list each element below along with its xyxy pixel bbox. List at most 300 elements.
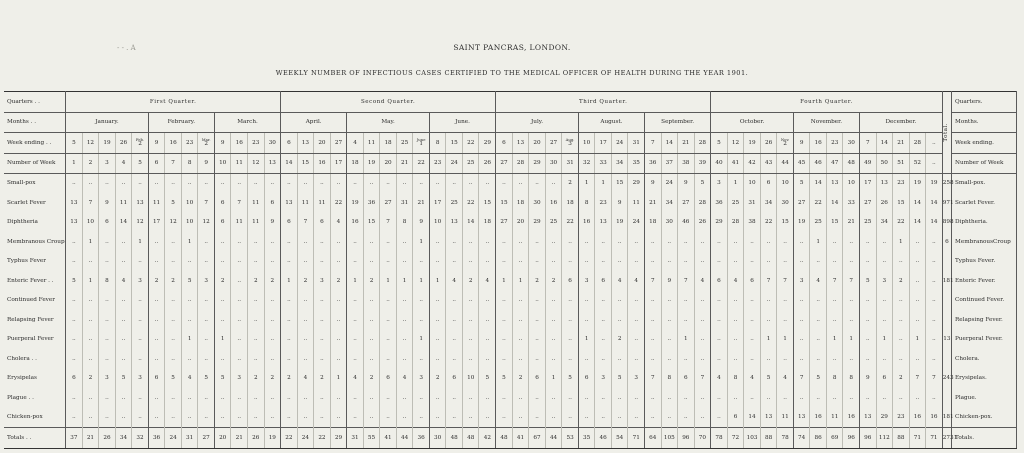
case-count-cell: .. [462, 310, 479, 330]
case-count-cell: .. [297, 388, 314, 408]
case-count-cell: .. [148, 232, 165, 252]
case-count-cell: .. [479, 252, 496, 272]
case-count-cell: 17 [429, 193, 446, 213]
disease-total [942, 349, 951, 369]
case-count-cell: .. [711, 388, 728, 408]
week-number-cell: 52 [909, 153, 926, 173]
quarter-header: Fourth Quarter. [711, 92, 943, 113]
case-count-cell: 30 [529, 193, 546, 213]
case-count-cell: .. [148, 173, 165, 193]
case-count-cell: .. [314, 252, 331, 272]
case-count-cell: 1 [82, 271, 99, 291]
case-count-cell: 5 [860, 271, 877, 291]
case-count-cell: 7 [760, 271, 777, 291]
week-ending-cell [826, 133, 843, 154]
disease-name-right: Continued Fever. [952, 291, 1017, 311]
case-count-cell: .. [347, 232, 364, 252]
weekly-total-cell: 71 [628, 428, 645, 449]
case-count-cell: 5 [214, 369, 231, 389]
week-ending-cell [181, 133, 198, 154]
case-count-cell: 2 [611, 330, 628, 350]
case-count-cell: .. [843, 388, 860, 408]
grand-total: 2731 [942, 428, 951, 449]
case-count-cell: .. [214, 252, 231, 272]
week-ending-day: 17 [599, 139, 607, 146]
case-count-cell: .. [529, 173, 546, 193]
case-count-cell: .. [860, 388, 877, 408]
case-count-cell: .. [165, 349, 182, 369]
case-count-cell: 6 [446, 369, 463, 389]
weekly-total-cell: 86 [810, 428, 827, 449]
case-count-cell: .. [678, 408, 695, 428]
case-count-cell: 3 [314, 271, 331, 291]
case-count-cell: .. [611, 310, 628, 330]
weekly-total-cell: 72 [727, 428, 744, 449]
case-count-cell: .. [826, 252, 843, 272]
case-count-cell: .. [181, 349, 198, 369]
week-ending-cell [99, 133, 116, 154]
case-count-cell: .. [165, 252, 182, 272]
case-count-cell: .. [661, 388, 678, 408]
disease-name-right: Enteric Fever. [952, 271, 1017, 291]
case-count-cell: 5 [115, 369, 132, 389]
case-count-cell: .. [744, 388, 761, 408]
case-count-cell: 38 [744, 213, 761, 233]
case-count-cell: 36 [363, 193, 380, 213]
case-count-cell: .. [380, 388, 397, 408]
right-label-number-of-week: Number of Week [952, 153, 1017, 173]
case-count-cell: .. [496, 388, 513, 408]
case-count-cell: 10 [429, 213, 446, 233]
case-count-cell: .. [264, 388, 281, 408]
case-count-cell: .. [462, 349, 479, 369]
case-count-cell: 3 [413, 369, 430, 389]
case-count-cell: 6 [314, 213, 331, 233]
case-count-cell: .. [198, 173, 215, 193]
case-count-cell: 7 [231, 193, 248, 213]
case-count-cell: .. [115, 388, 132, 408]
case-count-cell: 19 [926, 173, 943, 193]
case-count-cell: .. [264, 408, 281, 428]
case-count-cell: 4 [810, 271, 827, 291]
case-count-cell: 12 [165, 213, 182, 233]
case-count-cell: .. [860, 310, 877, 330]
disease-name-right: Diphtheria. [952, 213, 1017, 233]
weekly-total-cell: 88 [760, 428, 777, 449]
case-count-cell: 17 [860, 173, 877, 193]
case-count-cell: .. [479, 349, 496, 369]
case-count-cell: 16 [909, 408, 926, 428]
week-number-cell: 34 [611, 153, 628, 173]
quarter-header: Second Quarter. [281, 92, 496, 113]
week-ending-day: 1 [419, 141, 423, 148]
week-ending-month: June [416, 137, 426, 143]
case-count-cell: .. [132, 252, 149, 272]
week-ending-day: 13 [301, 139, 310, 146]
case-count-cell: .. [479, 388, 496, 408]
week-ending-cell [115, 133, 132, 154]
case-count-cell: .. [694, 388, 711, 408]
case-count-cell: .. [876, 388, 893, 408]
weekly-total-cell: 55 [363, 428, 380, 449]
disease-row [4, 291, 1017, 311]
case-count-cell: 4 [777, 369, 794, 389]
case-count-cell: .. [132, 291, 149, 311]
case-count-cell: 1 [181, 232, 198, 252]
month-header: June. [429, 112, 495, 133]
case-count-cell: 11 [297, 193, 314, 213]
week-ending-day: 16 [169, 139, 177, 146]
case-count-cell: .. [512, 173, 529, 193]
case-count-cell: 4 [347, 369, 364, 389]
week-ending-day: 22 [467, 139, 475, 146]
case-count-cell: 16 [545, 193, 562, 213]
case-count-cell: 14 [810, 173, 827, 193]
case-count-cell: 26 [876, 193, 893, 213]
week-number-cell: 43 [760, 153, 777, 173]
week-number-cell: 5 [132, 153, 149, 173]
case-count-cell: .. [611, 252, 628, 272]
case-count-cell: .. [661, 408, 678, 428]
case-count-cell: .. [281, 388, 298, 408]
week-number-cell: 24 [446, 153, 463, 173]
week-ending-cell [462, 133, 479, 154]
week-ending-cell [363, 133, 380, 154]
case-count-cell: .. [644, 330, 661, 350]
case-count-cell: .. [115, 173, 132, 193]
week-ending-day: 6 [287, 139, 291, 146]
case-count-cell: .. [644, 232, 661, 252]
case-count-cell: .. [413, 310, 430, 330]
week-number-cell: 40 [711, 153, 728, 173]
case-count-cell: 8 [826, 369, 843, 389]
case-count-cell: 13 [860, 408, 877, 428]
weekly-total-cell: 96 [678, 428, 695, 449]
case-count-cell: .. [893, 310, 910, 330]
case-count-cell: .. [611, 349, 628, 369]
week-number-cell: 12 [247, 153, 264, 173]
case-count-cell: .. [512, 291, 529, 311]
case-count-cell: 7 [843, 271, 860, 291]
case-count-cell: .. [727, 330, 744, 350]
case-count-cell: .. [446, 232, 463, 252]
week-ending-cell [396, 133, 413, 154]
week-number-cell: 6 [148, 153, 165, 173]
case-count-cell: .. [876, 252, 893, 272]
case-count-cell: .. [413, 388, 430, 408]
case-count-cell: .. [363, 291, 380, 311]
case-count-cell: .. [396, 291, 413, 311]
case-count-cell: 1 [512, 271, 529, 291]
case-count-cell: 1 [380, 271, 397, 291]
weekly-total-cell: 103 [744, 428, 761, 449]
case-count-cell: .. [595, 349, 612, 369]
week-number-cell: 41 [727, 153, 744, 173]
case-count-cell: 34 [661, 193, 678, 213]
case-count-cell: 9 [644, 173, 661, 193]
case-count-cell: 1 [777, 330, 794, 350]
case-count-cell: 1 [578, 173, 595, 193]
week-ending-day: 3 [568, 141, 572, 148]
week-ending-day: 12 [86, 139, 95, 146]
case-count-cell: 9 [678, 173, 695, 193]
case-count-cell: .. [82, 330, 99, 350]
case-count-cell: .. [529, 349, 546, 369]
case-count-cell: 2 [247, 271, 264, 291]
case-count-cell: .. [446, 173, 463, 193]
case-count-cell: .. [330, 252, 347, 272]
case-count-cell: .. [231, 349, 248, 369]
case-count-cell: .. [231, 388, 248, 408]
case-count-cell: 27 [496, 213, 513, 233]
case-count-cell: .. [115, 408, 132, 428]
case-count-cell: .. [462, 173, 479, 193]
week-ending-cell [231, 133, 248, 154]
weekly-total-cell: 46 [595, 428, 612, 449]
case-count-cell: .. [347, 252, 364, 272]
case-count-cell: .. [826, 232, 843, 252]
case-count-cell: .. [198, 291, 215, 311]
quarter-header: Third Quarter. [496, 92, 711, 113]
case-count-cell: .. [926, 349, 943, 369]
case-count-cell: .. [512, 252, 529, 272]
month-header: November. [793, 112, 859, 133]
case-count-cell: 26 [694, 213, 711, 233]
case-count-cell: 1 [413, 232, 430, 252]
case-count-cell: .. [496, 291, 513, 311]
week-ending-day: 9 [799, 139, 804, 146]
case-count-cell: .. [429, 252, 446, 272]
weekly-total-cell: 21 [231, 428, 248, 449]
case-count-cell: .. [744, 330, 761, 350]
case-count-cell: .. [198, 408, 215, 428]
case-count-cell: 1 [909, 330, 926, 350]
case-count-cell: .. [479, 232, 496, 252]
case-count-cell: .. [396, 310, 413, 330]
case-count-cell: 16 [347, 213, 364, 233]
case-count-cell: 14 [926, 193, 943, 213]
case-count-cell: 1 [82, 232, 99, 252]
case-count-cell: 4 [115, 271, 132, 291]
case-count-cell: .. [264, 330, 281, 350]
case-count-cell: .. [562, 252, 579, 272]
disease-name: Small-pox [4, 173, 66, 193]
week-number-cell: 32 [578, 153, 595, 173]
case-count-cell: .. [644, 252, 661, 272]
week-number-cell: 9 [198, 153, 215, 173]
case-count-cell: 1 [347, 271, 364, 291]
case-count-cell: .. [479, 173, 496, 193]
case-count-cell: 6 [595, 271, 612, 291]
week-ending-cell [247, 133, 264, 154]
month-header: May. [347, 112, 430, 133]
week-ending-day: 16 [235, 139, 243, 146]
case-count-cell: .. [429, 291, 446, 311]
case-count-cell: 13 [281, 193, 298, 213]
case-count-cell: 2 [165, 271, 182, 291]
case-count-cell: .. [363, 330, 380, 350]
case-count-cell: 28 [727, 213, 744, 233]
case-count-cell: .. [909, 271, 926, 291]
week-number-cell: 46 [810, 153, 827, 173]
case-count-cell: 4 [694, 271, 711, 291]
case-count-cell: 23 [893, 408, 910, 428]
case-count-cell: .. [429, 349, 446, 369]
case-count-cell: .. [214, 173, 231, 193]
week-ending-cell [496, 133, 513, 154]
week-number-cell: 47 [826, 153, 843, 173]
case-count-cell: 10 [744, 173, 761, 193]
case-count-cell: 11 [314, 193, 331, 213]
case-count-cell: .. [628, 408, 645, 428]
case-count-cell: .. [413, 408, 430, 428]
case-count-cell: .. [860, 349, 877, 369]
disease-row [4, 193, 1017, 213]
case-count-cell: .. [297, 408, 314, 428]
case-count-cell: 19 [793, 213, 810, 233]
weekly-total-cell: 30 [429, 428, 446, 449]
case-count-cell: 4 [330, 213, 347, 233]
case-count-cell: 6 [562, 271, 579, 291]
case-count-cell: .. [843, 291, 860, 311]
case-count-cell: 1 [843, 330, 860, 350]
disease-row [4, 252, 1017, 272]
case-count-cell: .. [363, 252, 380, 272]
case-count-cell: .. [165, 232, 182, 252]
case-count-cell: .. [281, 330, 298, 350]
case-count-cell: .. [264, 173, 281, 193]
week-ending-day: 26 [764, 139, 773, 146]
case-count-cell: 7 [826, 271, 843, 291]
case-count-cell: .. [99, 349, 116, 369]
disease-total [942, 310, 951, 330]
week-number-cell: 30 [545, 153, 562, 173]
case-count-cell: .. [744, 252, 761, 272]
case-count-cell: 10 [82, 213, 99, 233]
case-count-cell: .. [247, 408, 264, 428]
case-count-cell: 2 [314, 369, 331, 389]
case-count-cell: .. [595, 408, 612, 428]
disease-total: 181 [942, 408, 951, 428]
weekly-total-cell: 88 [893, 428, 910, 449]
month-header: July. [496, 112, 579, 133]
case-count-cell: 1 [595, 173, 612, 193]
case-count-cell: .. [496, 349, 513, 369]
case-count-cell: .. [760, 388, 777, 408]
case-count-cell: 3 [578, 271, 595, 291]
case-count-cell: 22 [893, 213, 910, 233]
case-count-cell: .. [926, 330, 943, 350]
disease-row [4, 388, 1017, 408]
case-count-cell: .. [446, 330, 463, 350]
weekly-total-cell: 48 [446, 428, 463, 449]
case-count-cell: 6 [678, 369, 695, 389]
week-ending-cell [694, 133, 711, 154]
case-count-cell: .. [727, 291, 744, 311]
week-ending-day: 21 [897, 139, 905, 146]
case-count-cell: .. [132, 173, 149, 193]
week-ending-cell [264, 133, 281, 154]
weekly-total-cell: 34 [115, 428, 132, 449]
week-number-cell: 36 [644, 153, 661, 173]
week-ending-cell [628, 133, 645, 154]
case-count-cell: .. [82, 252, 99, 272]
case-count-cell: .. [165, 330, 182, 350]
case-count-cell: .. [876, 349, 893, 369]
case-count-cell: .. [760, 349, 777, 369]
disease-name-right: Plague. [952, 388, 1017, 408]
week-ending-cell [479, 133, 496, 154]
case-count-cell: .. [628, 388, 645, 408]
case-count-cell: .. [396, 330, 413, 350]
week-ending-cell [909, 133, 926, 154]
case-count-cell: 19 [347, 193, 364, 213]
week-ending-day: 30 [847, 139, 855, 146]
case-count-cell: .. [413, 349, 430, 369]
case-count-cell: 25 [810, 213, 827, 233]
case-count-cell: 13 [760, 408, 777, 428]
case-count-cell: 18 [644, 213, 661, 233]
week-ending-day: 19 [103, 139, 111, 146]
case-count-cell: 6 [281, 213, 298, 233]
week-ending-cell [446, 133, 463, 154]
label-months: Months . . [4, 112, 66, 133]
case-count-cell: .. [512, 408, 529, 428]
week-ending-cell [529, 133, 546, 154]
week-number-cell: 21 [396, 153, 413, 173]
month-header: December. [860, 112, 943, 133]
case-count-cell: .. [198, 232, 215, 252]
week-ending-month: Aug. [565, 137, 575, 143]
totals-label: Totals . . [4, 428, 66, 449]
case-count-cell: .. [148, 330, 165, 350]
quarter-header: First Quarter. [66, 92, 281, 113]
case-count-cell: .. [893, 252, 910, 272]
case-count-cell: .. [860, 252, 877, 272]
case-count-cell: 15 [479, 193, 496, 213]
case-count-cell: .. [429, 330, 446, 350]
case-count-cell: .. [363, 349, 380, 369]
case-count-cell: 15 [777, 213, 794, 233]
case-count-cell: .. [479, 291, 496, 311]
case-count-cell: .. [314, 349, 331, 369]
case-count-cell: .. [843, 349, 860, 369]
case-count-cell: .. [231, 408, 248, 428]
disease-total: 971 [942, 193, 951, 213]
case-count-cell: 4 [711, 369, 728, 389]
weekly-total-cell: 78 [711, 428, 728, 449]
case-count-cell: .. [661, 330, 678, 350]
week-number-cell: 37 [661, 153, 678, 173]
case-count-cell: .. [661, 310, 678, 330]
disease-name-right: Puerperal Fever. [952, 330, 1017, 350]
weekly-total-cell: 48 [462, 428, 479, 449]
case-count-cell: .. [777, 291, 794, 311]
case-count-cell: .. [926, 252, 943, 272]
case-count-cell: .. [926, 310, 943, 330]
case-count-cell: .. [545, 408, 562, 428]
case-count-cell: 8 [99, 271, 116, 291]
week-ending-day: 24 [616, 139, 624, 146]
case-count-cell: 2 [281, 369, 298, 389]
case-count-cell: .. [810, 310, 827, 330]
case-count-cell: .. [66, 349, 83, 369]
case-count-cell: .. [595, 232, 612, 252]
case-count-cell: .. [562, 388, 579, 408]
case-count-cell: 5 [479, 369, 496, 389]
case-count-cell: 16 [926, 408, 943, 428]
case-count-cell: .. [529, 252, 546, 272]
